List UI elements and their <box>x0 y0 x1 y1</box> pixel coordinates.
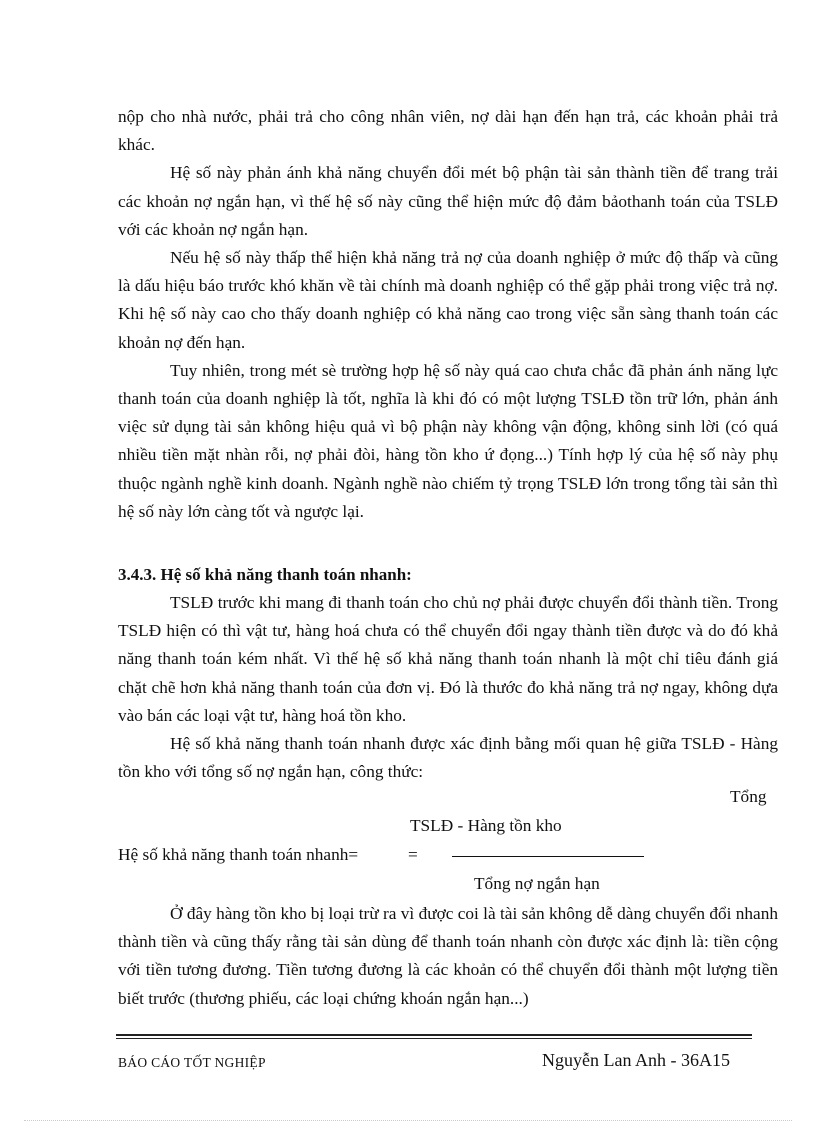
body-text-bottom <box>118 900 778 1013</box>
paragraph: Nếu hệ số này thấp thể hiện khả năng trả nợ của doanh nghiệp ở mức độ thấp và cũng là dấu hiệu báo trước khó khăn về tài chính mà doanh nghiệp có thể gặp phải trong việc trả nợ. Khi hệ số này cao cho thấy doanh nghiệp có khả năng cao trong việc sẵn sàng thanh toán các khoản nợ đến hạn. <box>118 248 778 352</box>
body-text-top <box>118 103 778 526</box>
section-heading: 3.4.3. Hệ số khả năng thanh toán nhanh: <box>118 565 412 584</box>
fraction-line <box>452 856 644 857</box>
paragraph: Hệ số khả năng thanh toán nhanh được xác định bằng mối quan hệ giữa TSLĐ - Hàng tồn kho với tổng số nợ ngắn hạn, công thức: <box>118 734 778 782</box>
formula-label: Hệ số khả năng thanh toán nhanh= <box>118 845 359 864</box>
body-text-mid <box>118 589 778 786</box>
paragraph: TSLĐ trước khi mang đi thanh toán cho chủ nợ phải được chuyển đổi thành tiền. Trong TSLĐ hiện có thì vật tư, hàng hoá chưa có thể chuyển đổi ngay thành tiền được và do đó khả năng thanh toán kém nhất. Vì thế hệ số khả năng thanh toán nhanh là một chỉ tiêu đánh giá chặt chẽ hơn khả năng thanh toán của đơn vị. Đó là thước đo khả năng trả nợ ngay, không dựa vào bán các loại vật tư, hàng hoá tồn kho. <box>118 593 778 725</box>
formula-numerator: TSLĐ - Hàng tồn kho <box>410 816 562 835</box>
paragraph: Tuy nhiên, trong mét sè trường hợp hệ số này quá cao chưa chắc đã phản ánh năng lực thanh toán của doanh nghiệp là tốt, nghĩa là khi đó có một lượng TSLĐ tồn trữ lớn, phản ánh việc sử dụng tài sản không hiệu quả vì bộ phận này không vận động, không sinh lời (có quá nhiều tiền mặt nhàn rỗi, nợ phải đòi, hàng tồn kho ứ đọng...) Tính hợp lý của hệ số này phụ thuộc ngành nghề kinh doanh. Ngành nghề nào chiếm tỷ trọng TSLĐ lớn trong tổng tài sản thì hệ số này lớn càng tốt và ngược lại. <box>118 360 778 521</box>
paragraph: nộp cho nhà nước, phải trả cho công nhân viên, nợ dài hạn đến hạn trả, các khoản phải trả khác. <box>118 107 778 155</box>
paragraph: Ở đây hàng tồn kho bị loại trừ ra vì được coi là tài sản không dễ dàng chuyển đổi nhanh thành tiền và cũng thấy rằng tài sản dùng để thanh toán nhanh còn được xác định là: tiền cộng với tiền tương đương. Tiền tương đương là các khoản có thể chuyển đổi thành một lượng tiền biết trước (thương phiếu, các loại chứng khoán ngắn hạn...) <box>118 904 778 1008</box>
paragraph: Hệ số này phản ánh khả năng chuyển đổi mét bộ phận tài sản thành tiền để trang trải các khoản nợ ngắn hạn, vì thế hệ số này cũng thể hiện mức độ đảm bảothanh toán của TSLĐ với các khoản nợ ngắn hạn. <box>118 163 778 239</box>
formula-denominator: Tổng nợ ngắn hạn <box>474 874 600 893</box>
footer-report-title: BÁO CÁO TỐT NGHIỆP <box>118 1055 266 1070</box>
footer-author: Nguyễn Lan Anh - 36A15 <box>542 1050 730 1070</box>
footer-rule <box>116 1034 752 1036</box>
formula-equals: = <box>408 845 418 864</box>
footer-rule-thin <box>116 1038 752 1039</box>
page-edge-divider <box>24 1120 792 1121</box>
formula-top-word: Tổng <box>730 787 767 806</box>
